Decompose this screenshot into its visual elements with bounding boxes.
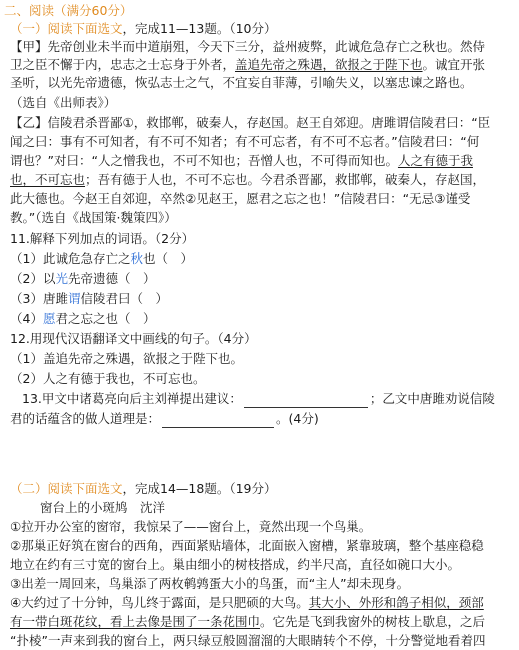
section-title: 二、阅读（满分60分）: [4, 3, 133, 18]
dotted-word: 谓: [67, 291, 81, 306]
q11-item-2: （2）以光先帝遗德（ ）: [10, 271, 156, 286]
yi-line-3: 谓也？”对曰：“人之憎我也，不可不知也；吾憎人也，不可得而知也。人之有德于我: [10, 153, 473, 168]
q13-line-2: 君的话蕴含的做人道理是： 。(4分): [10, 411, 319, 426]
paragraph-3: ③出差一周回来，鸟巢添了两枚鹌鹑蛋大小的鸟蛋，而“主人”却未现身。: [10, 576, 410, 591]
paragraph-2-line-2: 地立在约有三寸宽的窗台上。巢由细小的树枝搭成，约半尺高，直径如碗口大小。: [10, 557, 461, 572]
q11-item-3: （3）唐雎谓信陵君曰（ ）: [10, 291, 168, 306]
paragraph-4-line-2: 有一带白斑花纹，看上去像是围了一条花围巾。它先是飞到我窗外的树枝上歇息，之后: [10, 614, 486, 629]
q11-stem: 11.解释下列加点的词语。（2分）: [10, 231, 195, 246]
part2-heading: [10, 480, 515, 498]
dotted-word: 秋: [130, 251, 143, 266]
underlined-sentence: 盖追先帝之殊遇，欲报之于陛下也: [235, 57, 423, 72]
part1-heading-rest: ，完成11—13题。（10分）: [122, 21, 277, 36]
part1-heading: [10, 20, 515, 38]
q12-item-1: （1）盖追先帝之殊遇，欲报之于陛下也。: [10, 351, 243, 366]
yi-line-2: 闻之曰：事有不可知者，有不可不知者；有不可忘者，有不可不忘者。”信陵君曰：“何: [10, 134, 480, 149]
yi-line-6: 教。”（选自《战国策·魏策四》）: [10, 210, 177, 225]
underlined-sentence: 其大小、外形和鸽子相似，颈部: [308, 595, 484, 610]
part1-heading-label: （一）阅读下面选文: [10, 21, 123, 36]
answer-blank-2[interactable]: [162, 413, 274, 428]
q11-item-4: （4）愿君之忘之也（ ）: [10, 311, 156, 326]
q13-line-1: 13.甲文中诸葛亮向后主刘禅提出建议： ；乙文中唐雎劝说信陵: [22, 391, 495, 406]
underlined-sentence: 有一带白斑花纹，看上去像是围了一条花围巾: [10, 614, 261, 629]
yi-line-5: 此大德也。今赵王自郊迎，卒然②见赵王，愿君之忘之也！”信陵君曰：“无忌③谨受: [10, 191, 471, 206]
underlined-sentence: 也，不可忘也: [10, 172, 86, 187]
dotted-word: 光: [55, 271, 68, 286]
jia-line-3: 圣听，以光先帝遗德，恢弘志士之气，不宜妄自菲薄，引喻失义，以塞忠谏之路也。: [10, 75, 473, 90]
article-title: 窗台上的小斑鸠 沈洋: [40, 500, 166, 515]
yi-line-1: 【乙】信陵君杀晋鄙①，救邯郸，破秦人，存赵国。赵王自郊迎。唐雎谓信陵君曰：“臣: [10, 115, 491, 130]
part2-heading-label: （二）阅读下面选文: [10, 481, 123, 496]
jia-source: （选自《出师表》）: [10, 95, 117, 110]
jia-line-2: 卫之臣不懈于内，忠志之士忘身于外者，盖追先帝之殊遇，欲报之于陛下也。诚宜开张: [10, 57, 486, 72]
q12-item-2: （2）人之有德于我也，不可忘也。: [10, 371, 206, 386]
dotted-word: 愿: [42, 311, 56, 326]
underlined-sentence: 人之有德于我: [397, 153, 473, 168]
paragraph-4-line-3: “扑棱”一声来到我的窗台上，两只绿豆般圆溜溜的大眼睛转个不停，十分警觉地看着四: [10, 633, 486, 648]
q12-stem: 12.用现代汉语翻译文中画线的句子。（4分）: [10, 331, 257, 346]
paragraph-1: ①拉开办公室的窗帘，我惊呆了——窗台上，竟然出现一个鸟巢。: [10, 519, 372, 534]
part2-heading-rest: ，完成14—18题。（19分）: [122, 481, 277, 496]
answer-blank-1[interactable]: [244, 393, 368, 408]
q11-item-1: （1）此诚危急存亡之秋也（ ）: [10, 251, 193, 266]
paragraph-4-line-1: ④大约过了十分钟，鸟儿终于露面，是只肥硕的大鸟。其大小、外形和鸽子相似，颈部: [10, 595, 484, 610]
jia-line-1: 【甲】先帝创业未半而中道崩殂，今天下三分，益州疲弊，此诚危急存亡之秋也。然侍: [10, 39, 486, 54]
yi-line-4: 也，不可忘也；吾有德于人也，不可不忘也。今君杀晋鄙，救邯郸，破秦人，存赵国，: [10, 172, 486, 187]
paragraph-2-line-1: ②那巢正好筑在窗台的西角，西面紧贴墙体，北面嵌入窗槽，紧靠玻璃，整个基座稳稳: [10, 538, 484, 553]
